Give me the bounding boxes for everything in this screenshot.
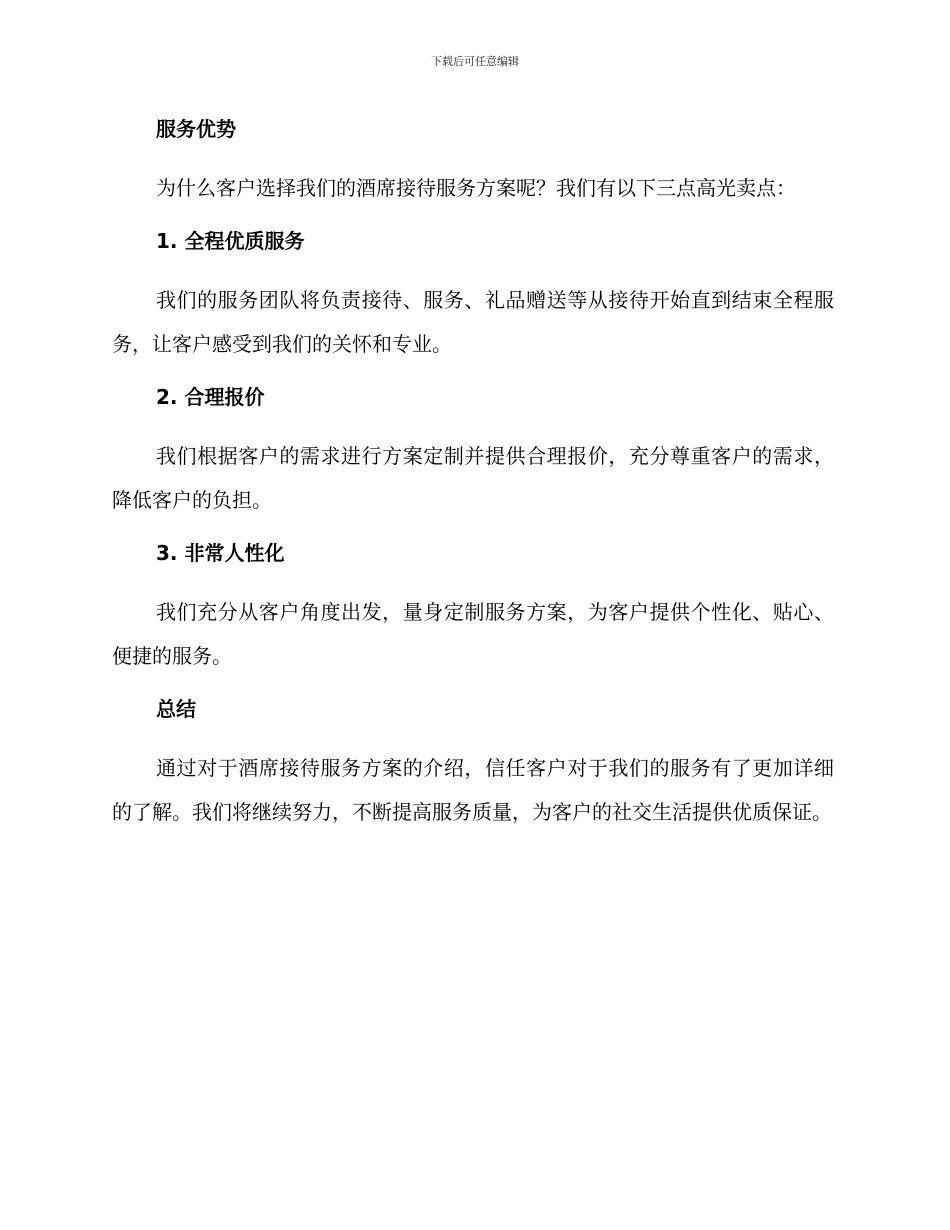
- section-heading-advantage: 服务优势: [156, 117, 236, 141]
- point3-paragraph: 我们充分从客户角度出发，量身定制服务方案，为客户提供个性化、贴心、便捷的服务。: [112, 600, 834, 668]
- point2-paragraph: 我们根据客户的需求进行方案定制并提供合理报价，充分尊重客户的需求，降低客户的负担。: [112, 444, 834, 512]
- point1-heading: 1. 全程优质服务: [156, 229, 305, 253]
- point1-paragraph: 我们的服务团队将负责接待、服务、礼品赠送等从接待开始直到结束全程服务，让客户感受到我们的关怀和专业。: [112, 288, 834, 356]
- document-body: [112, 112, 834, 848]
- point3-heading: 3. 非常人性化: [156, 541, 285, 565]
- advantage-intro-paragraph: 为什么客户选择我们的酒席接待服务方案呢？我们有以下三点高光卖点：: [156, 176, 796, 200]
- summary-paragraph: 通过对于酒席接待服务方案的介绍，信任客户对于我们的服务有了更加详细的了解。我们将继续努力，不断提高服务质量，为客户的社交生活提供优质保证。: [112, 756, 834, 824]
- point2-heading: 2. 合理报价: [156, 385, 265, 409]
- page-header: 下载后可任意编辑: [431, 55, 519, 68]
- summary-heading: 总结: [156, 697, 196, 721]
